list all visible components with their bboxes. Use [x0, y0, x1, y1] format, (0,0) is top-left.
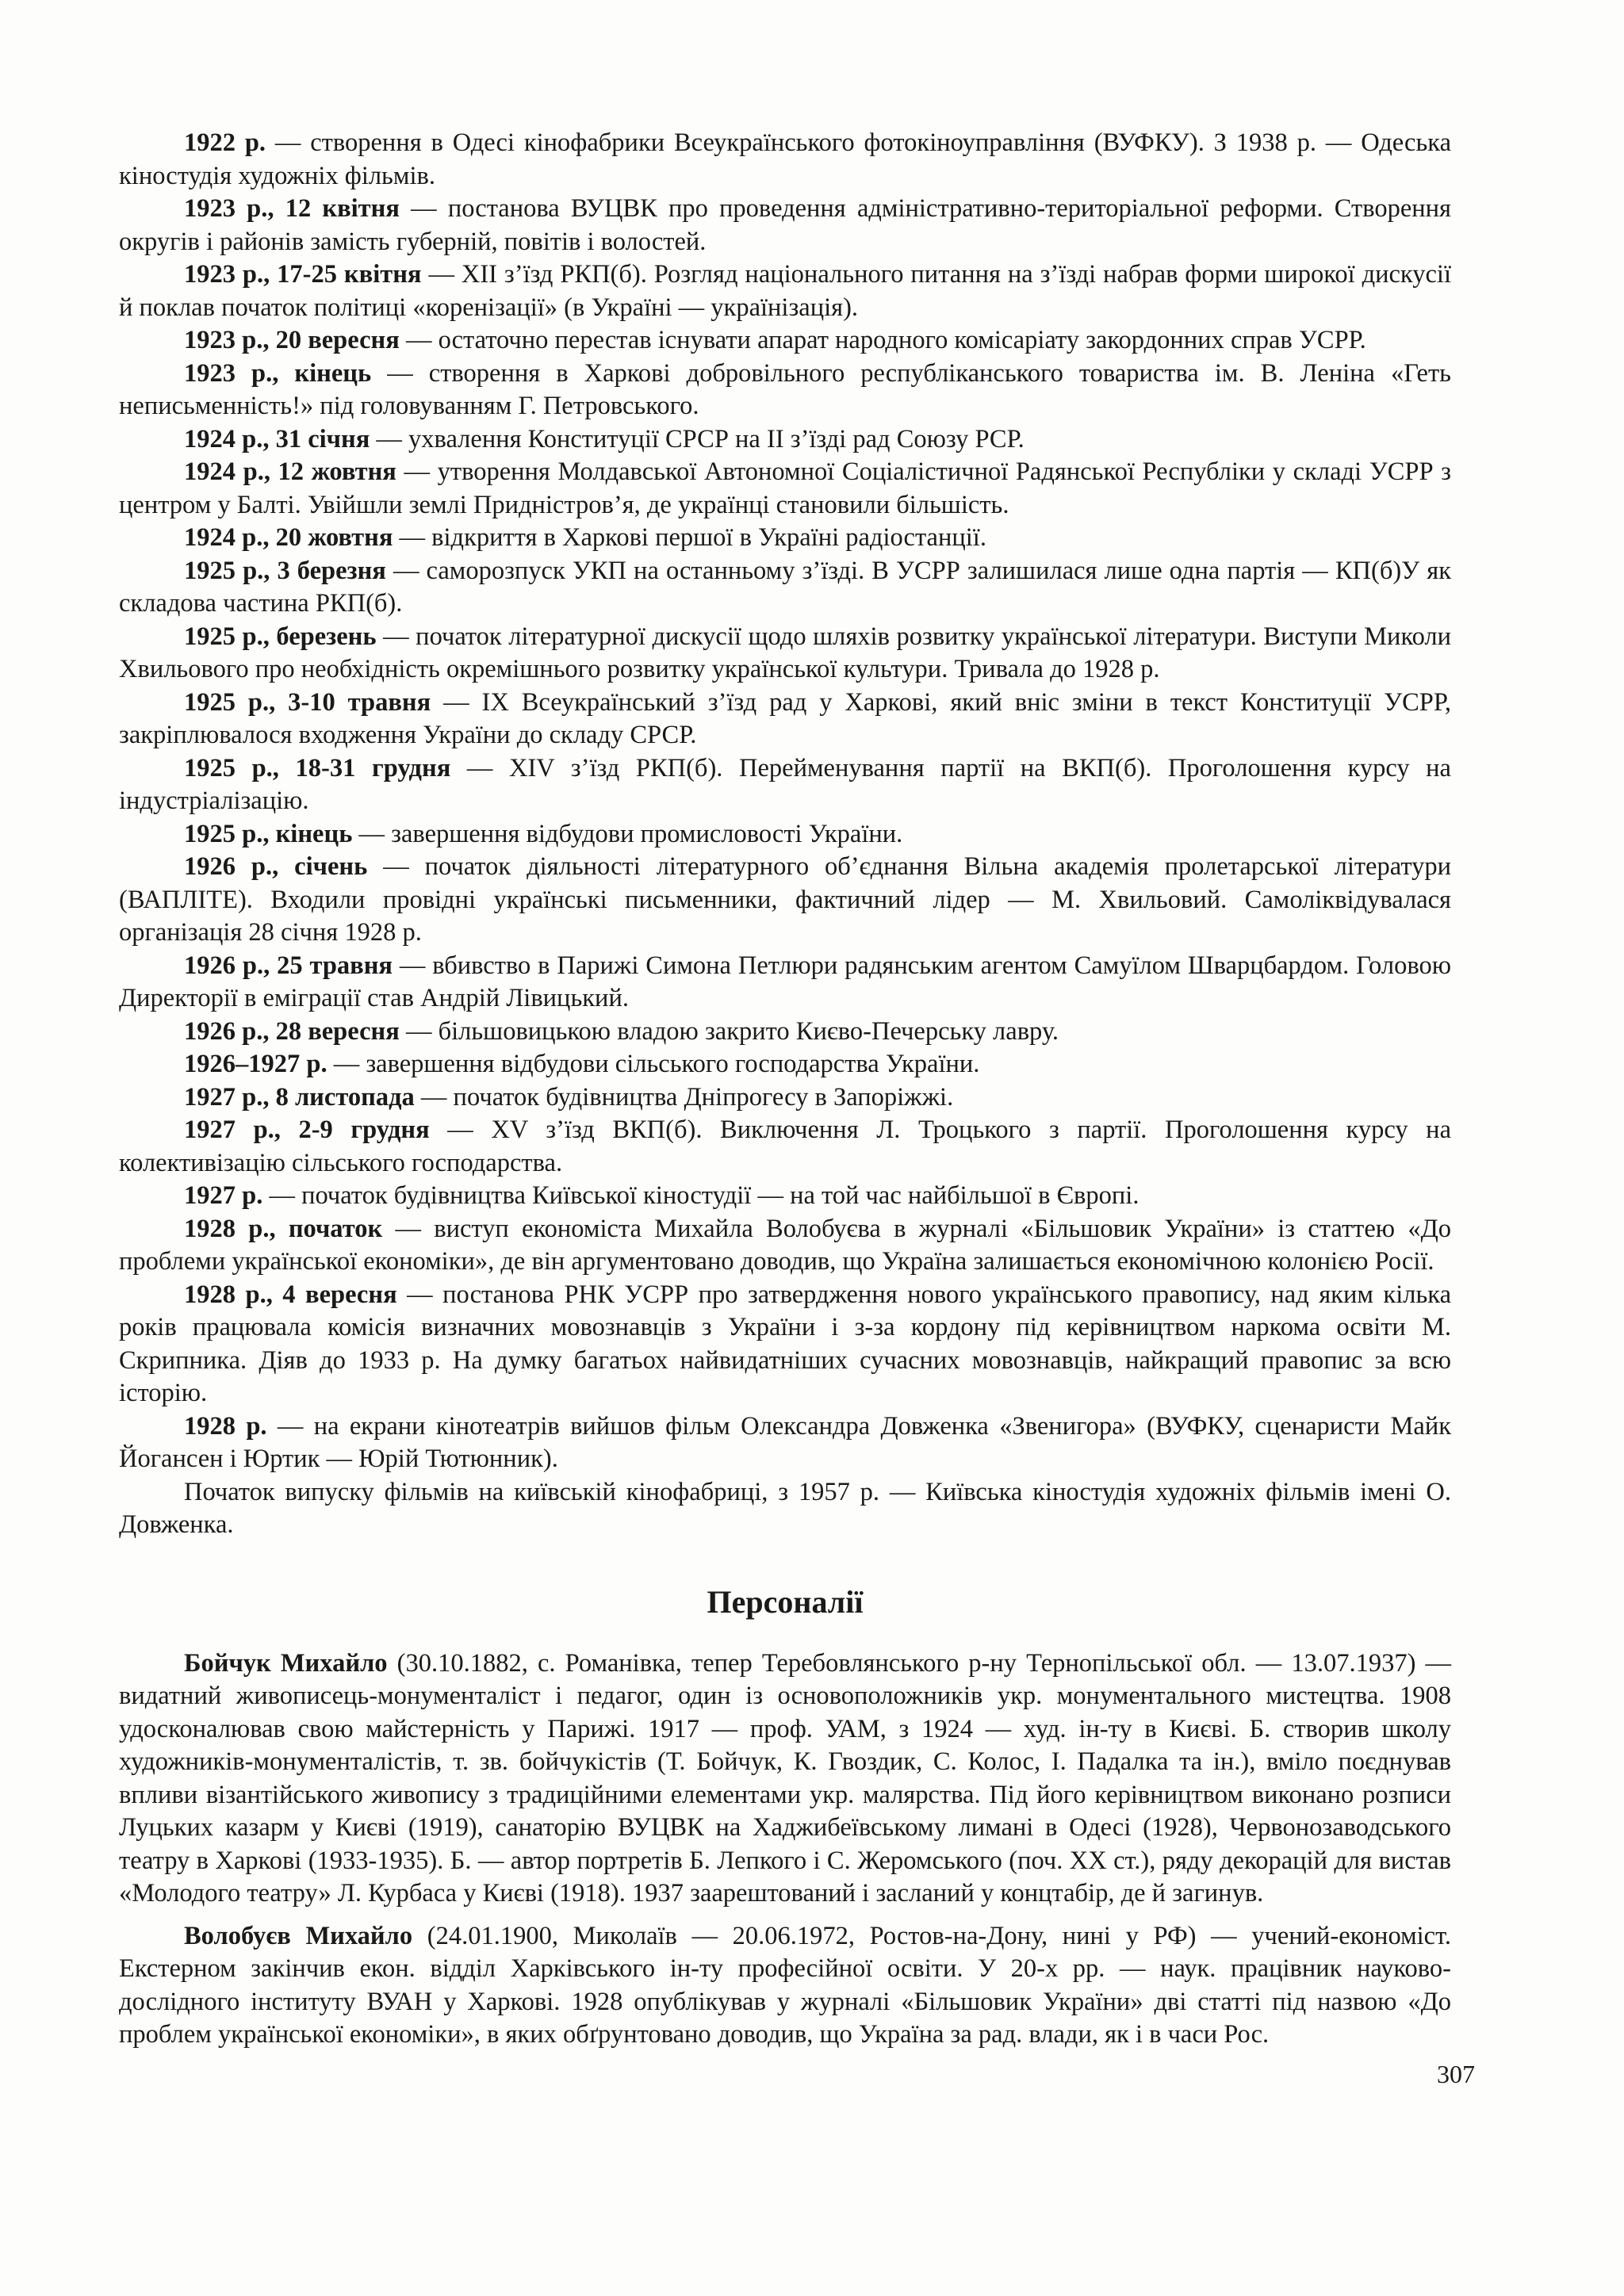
- entry-text: — початок літературної дискусії щодо шляхів розвитку української літератури. Виступи Миколи Хвильового про необхідність окремішнього розвитку української культури. Тривала до 1928 р.: [119, 622, 1452, 683]
- entry-text: — початок будівництва Київської кіностудії — на той час найбільшої в Європі.: [262, 1181, 1139, 1210]
- entry-text: — XV з’їзд ВКП(б). Виключення Л. Троцького з партії. Проголошення курсу на колективізацію сільського господарства.: [119, 1115, 1451, 1177]
- chronology-entry: [119, 423, 1451, 457]
- entry-text: — остаточно перестав існувати апарат народного комісаріату закордонних справ УСРР.: [399, 326, 1366, 354]
- entry-date: 1925 р., 3-10 травня: [184, 687, 431, 717]
- entry-text: — XII з’їзд РКП(б). Розгляд національного питання на з’їзді набрав форми широкої дискусії й поклав початок політиці «коренізації» (в Україні — українізація).: [119, 260, 1451, 322]
- chronology-entry: [119, 358, 1451, 423]
- entry-text: Початок випуску фільмів на київській кінофабриці, з 1957 р. — Київська кіностудія художніх фільмів імені О. Довженка.: [119, 1477, 1451, 1539]
- entry-date: 1928 р., 4 вересня: [184, 1280, 397, 1309]
- entry-text: — створення в Одесі кінофабрики Всеукраїнського фотокіноуправління (ВУФКУ). З 1938 р. — Одеська кіностудія художніх фільмів.: [119, 128, 1451, 190]
- biography-text: (24.01.1900, Миколаїв — 20.06.1972, Ростов-на-Дону, нині у РФ) — учений-економіст. Екстерном закінчив екон. відділ Харківського ін-ту професійної освіти. У 20-х рр. — наук. працівник науково-дослідного інституту ВУАН у Харкові. 1928 опублікував у журналі «Більшовик України» дві статті під назвою «До проблем української економіки», в яких обґрунтовано доводив, що Україна за рад. влади, як і в часи Рос.: [119, 1921, 1451, 2049]
- entry-text: — початок діяльності літературного об’єднання Вільна академія пролетарської літератури (ВАПЛІТЕ). Входили провідні українські письменники, фактичний лідер — М. Хвильовий. Самоліквідувалася організація 28 січня 1928 р.: [119, 852, 1451, 947]
- entry-text: — більшовицькою владою закрито Києво-Печерську лавру.: [399, 1016, 1059, 1046]
- chronology-entry: [119, 127, 1451, 193]
- chronology-entry: [119, 1016, 1451, 1049]
- entry-date: 1923 р., 17-25 квітня: [184, 260, 422, 289]
- entry-date: 1925 р., березень: [184, 622, 377, 651]
- entry-date: 1925 р., кінець: [184, 819, 353, 848]
- entry-date: 1928 р., початок: [184, 1214, 383, 1243]
- entry-text: — ухвалення Конституції СРСР на II з’їзді рад Союзу РСР.: [370, 424, 1025, 453]
- chronology-entry: [119, 950, 1451, 1016]
- entry-date: 1926 р., 25 травня: [184, 951, 393, 980]
- chronology-entry: [119, 522, 1451, 555]
- entry-text: — відкриття в Харкові першої в Україні радіостанції.: [393, 523, 986, 552]
- entry-date: 1926 р., січень: [184, 852, 368, 881]
- entry-text: — саморозпуск УКП на останньому з’їзді. В УСРР залишилася лише одна партія — КП(б)У як складова частина РКП(б).: [119, 556, 1451, 618]
- entry-date: 1923 р., 12 квітня: [184, 194, 400, 223]
- person-name: Волобуєв Михайло: [184, 1921, 413, 1950]
- entry-text: — на екрани кінотеатрів вийшов фільм Олександра Довженка «Звенигора» (ВУФКУ, сценаристи Майк Йогансен і Юртик — Юрій Тютюнник).: [119, 1411, 1452, 1473]
- entry-date: 1927 р., 2-9 грудня: [184, 1115, 430, 1144]
- chronology-entry: [119, 851, 1451, 950]
- chronology-entry: [119, 752, 1451, 818]
- entry-text: — постанова РНК УСРР про затвердження нового українського правопису, над яким кілька років працювала комісія визначних мовознавців з України і з-за кордону під керівництвом наркома освіти М. Скрипника. Діяв до 1933 р. На думку багатьох найвидатніших сучасних мовознавців, найкращий правопис за всю історію.: [119, 1280, 1451, 1407]
- entry-text: — завершення відбудови промисловості України.: [352, 819, 903, 848]
- entry-date: 1927 р.: [184, 1181, 263, 1210]
- chronology-entry: [119, 687, 1451, 752]
- entry-date: 1926–1927 р.: [184, 1050, 327, 1078]
- section-title: Персоналії: [707, 1583, 864, 1620]
- entry-date: 1923 р., кінець: [184, 358, 372, 388]
- chronology-entry: [119, 1048, 1451, 1081]
- page-content: [119, 127, 1451, 2061]
- entry-text: — виступ економіста Михайла Волобуєва в журналі «Більшовик України» із статтею «До проблеми української економіки», де він аргументовано доводив, що Україна залишається економічною колонією Росії.: [119, 1214, 1451, 1276]
- chronology-entry: [119, 1476, 1451, 1542]
- chronology-entry: [119, 621, 1451, 687]
- page-number: 307: [1437, 2060, 1475, 2088]
- entry-text: — вбивство в Парижі Симона Петлюри радянським агентом Самуїлом Шварцбардом. Головою Директорії в еміграції став Андрій Лівицький.: [119, 951, 1451, 1012]
- biography-entry: [119, 1647, 1451, 1911]
- person-name: Бойчук Михайло: [184, 1648, 388, 1678]
- entry-text: — завершення відбудови сільського господарства України.: [327, 1050, 980, 1078]
- entry-text: — XIV з’їзд РКП(б). Перейменування партії на ВКП(б). Проголошення курсу на індустріалізацію.: [119, 753, 1451, 815]
- entry-text: — IX Всеукраїнський з’їзд рад у Харкові, який вніс зміни в текст Конституції УСРР, закріплювалося входження України до складу СРСР.: [119, 687, 1451, 749]
- entry-date: 1924 р., 31 січня: [184, 424, 370, 453]
- entry-date: 1925 р., 3 березня: [184, 556, 386, 585]
- chronology-entry: [119, 818, 1451, 851]
- chronology-entry: [119, 555, 1451, 621]
- biographies-list: [119, 1647, 1451, 2052]
- chronology-entry: [119, 193, 1451, 258]
- chronology-entry: [119, 1081, 1451, 1115]
- chronology-entry: [119, 456, 1451, 522]
- chronology-entry: [119, 1410, 1451, 1476]
- chronology-entry: [119, 324, 1451, 358]
- chronology-entry: [119, 1180, 1451, 1213]
- chronology-list: [119, 127, 1451, 1542]
- entry-text: — створення в Харкові добровільного республіканського товариства ім. В. Леніна «Геть неписьменність!» під головуванням Г. Петровського.: [119, 358, 1451, 420]
- chronology-entry: [119, 1114, 1451, 1180]
- chronology-entry: [119, 1213, 1451, 1279]
- chronology-entry: [119, 1279, 1451, 1410]
- entry-date: 1924 р., 12 жовтня: [184, 457, 396, 486]
- entry-date: 1925 р., 18-31 грудня: [184, 753, 451, 783]
- biography-entry: [119, 1920, 1451, 2052]
- entry-date: 1924 р., 20 жовтня: [184, 523, 393, 552]
- entry-text: — початок будівництва Дніпрогесу в Запоріжжі.: [414, 1082, 954, 1112]
- biography-text: (30.10.1882, с. Романівка, тепер Теребовлянського р-ну Тернопільської обл. — 13.07.1937) — видатний живописець-монументаліст і педагог, один із основоположників укр. монументального мистецтва. 1908 удосконалював свою майстерність у Парижі. 1917 — проф. УАМ, з 1924 — худ. ін-ту в Києві. Б. створив школу художників-монументалістів, т. зв. бойчукістів (Т. Бойчук, К. Гвоздик, С. Колос, І. Падалка та ін.), вміло поєднував впливи візантійського живопису з традиційними елементами укр. малярства. Під його керівництвом виконано розписи Луцьких казарм у Києві (1919), санаторію ВУЦВК на Хаджибеївському лимані в Одесі (1928), Червонозаводського театру в Харкові (1933-1935). Б. — автор портретів Б. Лепкого і С. Жеромського (поч. XX ст.), ряду декорацій для вистав «Молодого театру» Л. Курбаса у Києві (1918). 1937 заарештований і засланий у концтабір, де й загинув.: [119, 1648, 1451, 1908]
- entry-date: 1922 р.: [184, 128, 266, 157]
- entry-date: 1927 р., 8 листопада: [184, 1082, 415, 1112]
- entry-date: 1923 р., 20 вересня: [184, 326, 400, 354]
- entry-text: — постанова ВУЦВК про проведення адміністративно-територіальної реформи. Створення округів і районів замість губерній, повітів і волостей.: [119, 194, 1452, 256]
- entry-date: 1926 р., 28 вересня: [184, 1016, 400, 1046]
- entry-date: 1928 р.: [184, 1411, 267, 1441]
- entry-text: — утворення Молдавської Автономної Соціалістичної Радянської Республіки у складі УСРР з центром у Балті. Увійшли землі Придністров’я, де українці становили більшість.: [119, 457, 1451, 519]
- chronology-entry: [119, 258, 1451, 324]
